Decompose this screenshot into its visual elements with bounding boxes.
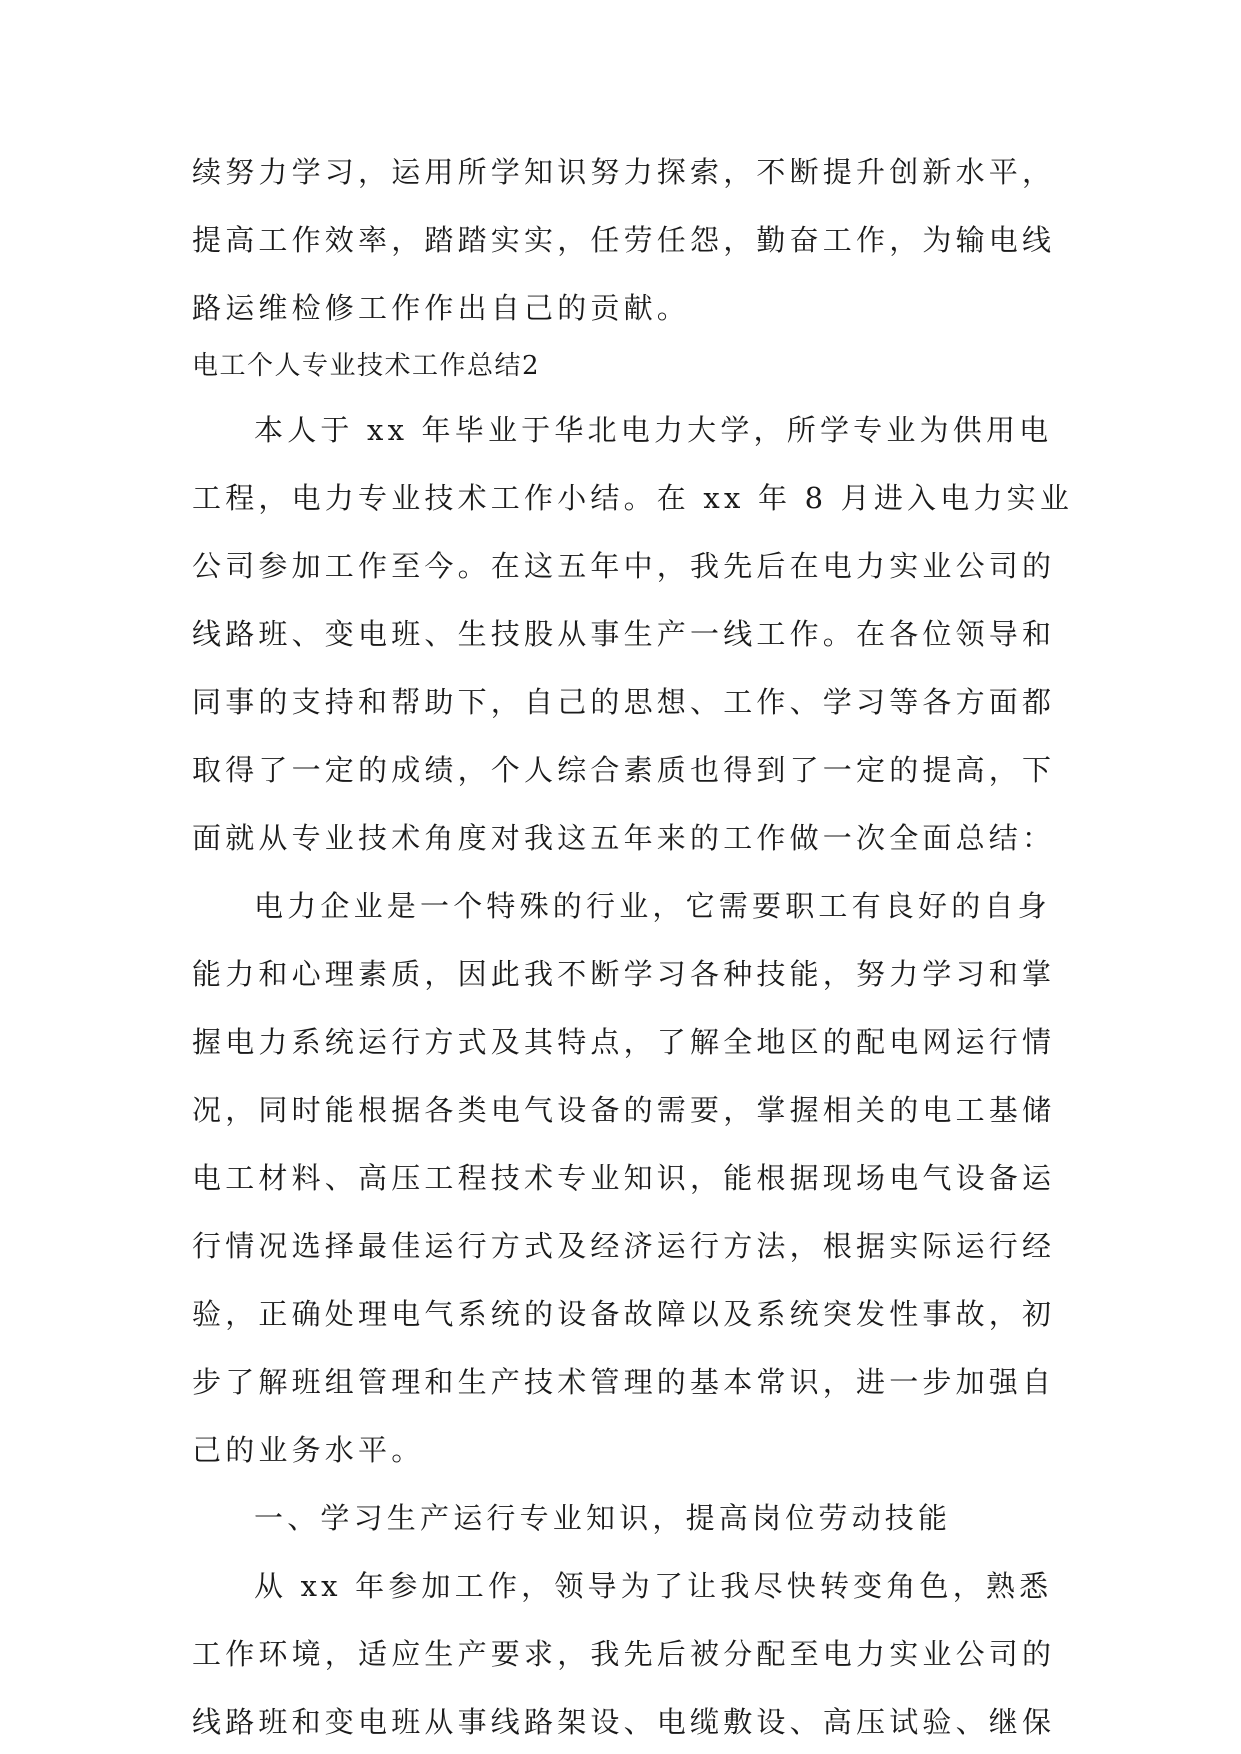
text-line: 公司参加工作至今。在这五年中，我先后在电力实业公司的 [192, 549, 1056, 583]
section-title: 电工个人专业技术工作总结2 [192, 351, 541, 381]
text-line: 续努力学习，运用所学知识努力探索，不断提升创新水平， [192, 155, 1056, 189]
text-line: 能力和心理素质，因此我不断学习各种技能，努力学习和掌 [192, 957, 1056, 991]
text-line: 取得了一定的成绩，个人综合素质也得到了一定的提高，下 [192, 753, 1056, 787]
text-line: 线路班、变电班、生技股从事生产一线工作。在各位领导和 [192, 617, 1056, 651]
text-line: 步了解班组管理和生产技术管理的基本常识，进一步加强自 [192, 1365, 1056, 1399]
text-line: 同事的支持和帮助下，自己的思想、工作、学习等各方面都 [192, 685, 1056, 719]
text-line: 电工材料、高压工程技术专业知识，能根据现场电气设备运 [192, 1161, 1056, 1195]
text-line: 工作环境，适应生产要求，我先后被分配至电力实业公司的 [192, 1637, 1056, 1671]
text-line: 面就从专业技术角度对我这五年来的工作做一次全面总结： [192, 821, 1056, 855]
text-line: 提高工作效率，踏踏实实，任劳任怨，勤奋工作，为输电线 [192, 223, 1056, 257]
text-line: 验，正确处理电气系统的设备故障以及系统突发性事故，初 [192, 1297, 1056, 1331]
text-line: 行情况选择最佳运行方式及经济运行方法，根据实际运行经 [192, 1229, 1056, 1263]
paragraph-start-line: 从 xx 年参加工作，领导为了让我尽快转变角色，熟悉 [254, 1569, 1053, 1603]
text-line: 线路班和变电班从事线路架设、电缆敷设、高压试验、继保 [192, 1705, 1056, 1739]
paragraph-start-line: 本人于 xx 年毕业于华北电力大学，所学专业为供用电 [254, 413, 1053, 447]
section-heading-line: 一、学习生产运行专业知识，提高岗位劳动技能 [254, 1501, 952, 1535]
text-line: 路运维检修工作作出自己的贡献。 [192, 291, 691, 325]
paragraph-start-line: 电力企业是一个特殊的行业，它需要职工有良好的自身 [254, 889, 1051, 923]
text-line: 况，同时能根据各类电气设备的需要，掌握相关的电工基储 [192, 1093, 1056, 1127]
text-line: 握电力系统运行方式及其特点，了解全地区的配电网运行情 [192, 1025, 1056, 1059]
text-line: 工程，电力专业技术工作小结。在 xx 年 8 月进入电力实业 [192, 481, 1074, 515]
text-line: 己的业务水平。 [192, 1433, 425, 1467]
